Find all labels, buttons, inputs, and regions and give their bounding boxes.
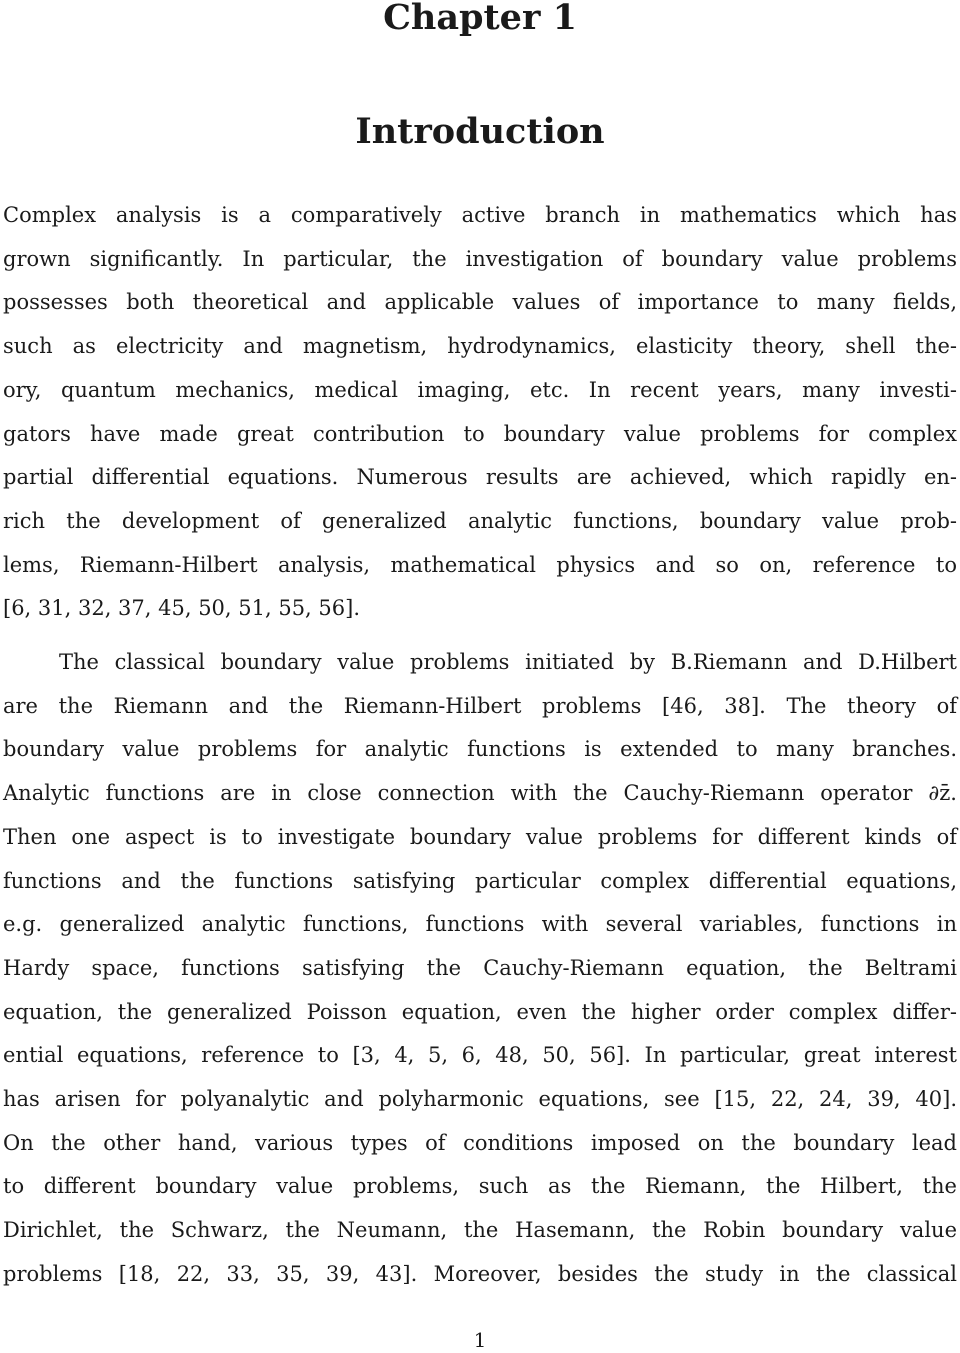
text-line: problems [18, 22, 33, 35, 39, 43]. Moreover, besides the study in the classical (3, 1261, 957, 1286)
text-line: Then one aspect is to investigate boundary value problems for different kinds of (3, 824, 957, 849)
text-line: On the other hand, various types of conditions imposed on the boundary lead (3, 1130, 957, 1155)
text-line: e.g. generalized analytic functions, functions with several variables, functions in (3, 912, 957, 937)
text-line: gators have made great contribution to boundary value problems for complex (3, 421, 957, 446)
text-line: partial differential equations. Numerous results are achieved, which rapidly en- (3, 465, 957, 490)
text-line: to different boundary value problems, such as the Riemann, the Hilbert, the (3, 1174, 957, 1199)
chapter-label: Chapter 1 (383, 0, 577, 38)
text-line: grown significantly. In particular, the investigation of boundary value problems (3, 246, 957, 271)
text-line: equation, the generalized Poisson equation, even the higher order complex differ- (3, 999, 957, 1024)
chapter-title: Introduction (355, 111, 605, 152)
text-line: possesses both theoretical and applicable values of importance to many fields, (3, 290, 957, 315)
page-number: 1 (473, 1328, 487, 1352)
text-line: functions and the functions satisfying particular complex differential equations, (3, 868, 957, 893)
text-line: boundary value problems for analytic functions is extended to many branches. (3, 737, 957, 762)
paragraph-2 (3, 641, 957, 1297)
text-line: lems, Riemann-Hilbert analysis, mathematical physics and so on, reference to (3, 552, 957, 577)
text-line: Complex analysis is a comparatively active branch in mathematics which has (3, 203, 957, 227)
text-line: has arisen for polyanalytic and polyharmonic equations, see [15, 22, 24, 39, 40]. (3, 1087, 957, 1112)
text-line: The classical boundary value problems initiated by B.Riemann and D.Hilbert (59, 650, 957, 674)
text-line: ential equations, reference to [3, 4, 5, 6, 48, 50, 56]. In particular, great interest (3, 1043, 957, 1068)
text-line: rich the development of generalized analytic functions, boundary value prob- (3, 508, 957, 533)
text-line: are the Riemann and the Riemann-Hilbert problems [46, 38]. The theory of (3, 693, 957, 718)
paragraph-1 (3, 194, 957, 631)
text-line: [6, 31, 32, 37, 45, 50, 51, 55, 56]. (3, 596, 360, 621)
text-line: Hardy space, functions satisfying the Cauchy-Riemann equation, the Beltrami (3, 955, 957, 980)
text-line: ory, quantum mechanics, medical imaging, etc. In recent years, many investi- (3, 377, 957, 402)
text-line: Analytic functions are in close connection with the Cauchy-Riemann operator ∂z̄. (3, 781, 957, 806)
text-line: such as electricity and magnetism, hydrodynamics, elasticity theory, shell the- (3, 334, 957, 359)
text-line: Dirichlet, the Schwarz, the Neumann, the Hasemann, the Robin boundary value (3, 1218, 957, 1243)
